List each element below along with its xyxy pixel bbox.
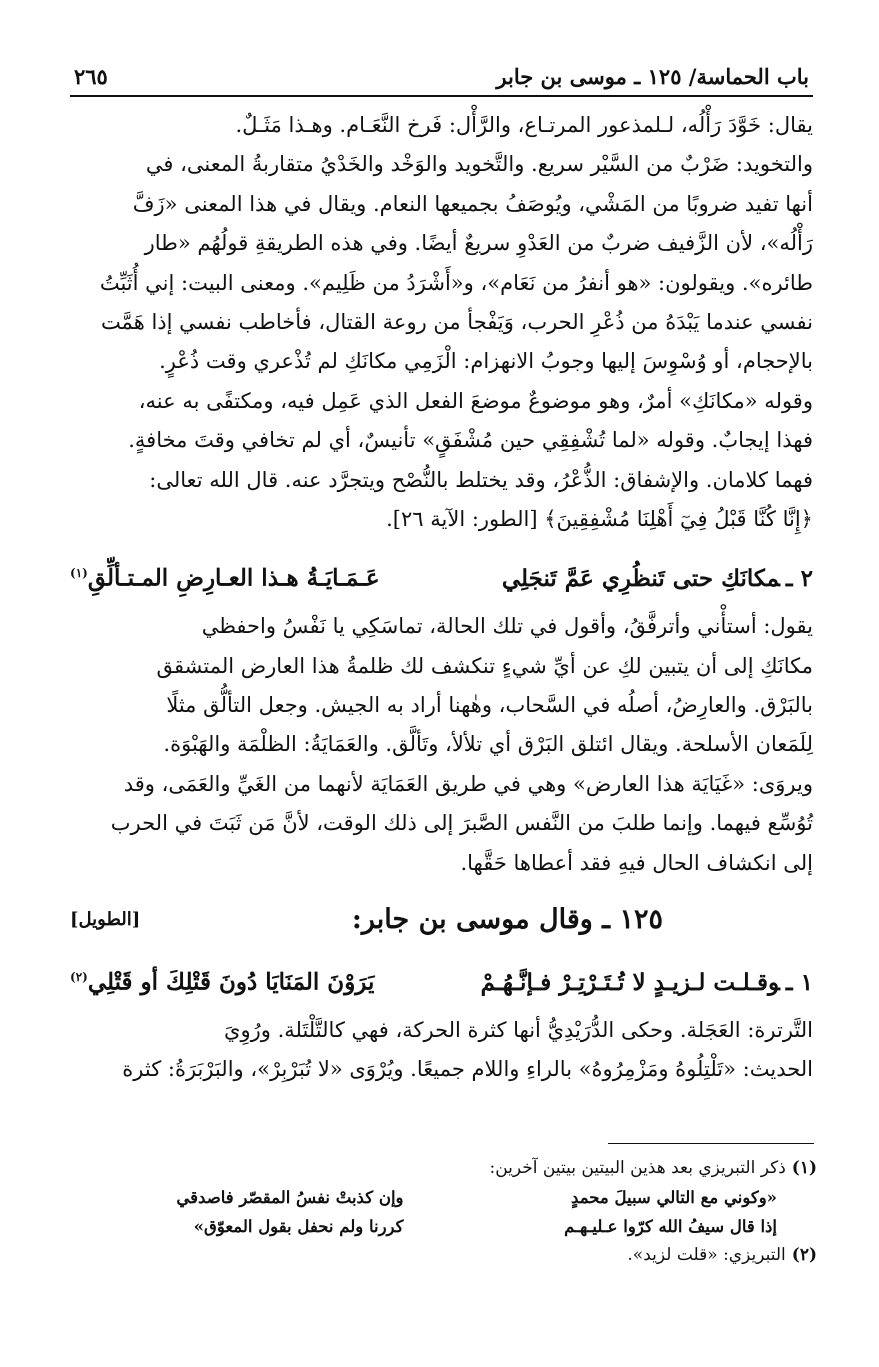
verse-number: ١ ـ [785, 968, 813, 996]
text-line: إلى انكشاف الحال فيهِ فقد أعطاها حَقَّها. [460, 850, 813, 875]
footnote-text: التبريزي: «قلت لزيد». [627, 1245, 786, 1265]
verse-1 [70, 955, 813, 1005]
running-head [74, 58, 809, 94]
text-line: الحديث: «تَلْتِلُوهُ ومَزْمِرُوهُ» بالراءِ واللام جميعًا. ويُرْوَى «لا تُبَرْبِرْ»، والبَرْبَرَةُ: كثرة [122, 1057, 813, 1082]
text-line: والتخويد: ضَرْبٌ من السَّيْر سريع. والتَّخويد والوَخْد والخَدْيُ متقاربةُ المعنى، في [145, 152, 813, 177]
text-line: لِلَمَعان الأسلحة. ويقال ائتلق البَرْق أي تلألأ، وتَألَّق. والعَمَايَةُ: الظلْمَة والهَبْوَة. [163, 732, 813, 757]
text-line: فهما كلامان. والإشفاق: الذُّعْرُ، وقد يختلط بالنُّصْح ويتجرَّد عنه. قال الله تعالى: [149, 467, 813, 492]
text-line: بالإحجام، أو وُسْوِسَ إليها وجوبُ الانهزام: الْزَمِي مكانَكِ لم تُذْعري وقت ذُعْرٍ. [159, 349, 813, 374]
text-line: أنها تفيد ضروبًا من المَشْي، ويُوصَفُ بجميعها النعام. ويقال في هذا المعنى «زَفَّ [132, 191, 813, 216]
section-meter: [الطويل] [70, 908, 141, 930]
text-line: رَأْلُه»، لأن الزَّفيف ضربٌ من العَدْوِ سريعٌ أيضًا. وفي هذه الطريقةِ قولُهُم «طار [144, 231, 813, 256]
text-line: التَّرترة: العَجَلة. وحكى الدُّرَيْدِيُّ أنها كثرة الحركة، فهي كالتَّلْتَلة. ورُوِيَ [224, 1017, 813, 1042]
verse-first-hemistich [502, 557, 813, 601]
text-line: طائره». ويقولون: «هو أنفرُ من نَعَام»، و«أَشْرَدُ من ظَلِيم». ومعنى البيت: إني أُثَبِّتُ [99, 270, 813, 295]
page-body [70, 106, 813, 1089]
footnote-verse-line: «وكوني مع التالي سبيلَ محمدٍ [571, 1188, 777, 1207]
footnote-verses [70, 1183, 817, 1241]
footnote-verse-line: كررنا ولم نحفل بقول المعوّق» [193, 1217, 404, 1236]
verse-text: يَرَوْنَ المَنَايَا دُونَ قَتْلِكَ أو قَتْلِي [87, 968, 375, 996]
header-rule [70, 95, 813, 97]
footnote-text: ذكر التبريزي بعد هذين البيتين بيتين آخرين: [489, 1158, 786, 1178]
footnotes [70, 1154, 817, 1270]
section-heading [70, 897, 813, 943]
verse-text: مكانَكِ حتى تَنظُرِي عَمَّ تَنجَلِي [501, 565, 780, 593]
verse-text: عَـمَـايَـةُ هـذا العـارِضِ المـتـألِّقِ [87, 565, 380, 593]
text-line: نفسي عندما يَبْدَهُ من ذُعْرِ الحرب، وَيَفْجأ من روعة القتال، فأخاطب نفسي إذا هَمَّت [100, 310, 813, 335]
commentary-paragraph-2 [70, 607, 813, 883]
verse-first-hemistich [481, 961, 813, 1005]
section-title: ١٢٥ ـ وقال موسى بن جابر: [351, 903, 663, 935]
text-line: فهذا إيجابٌ. وقوله «لما تُشْفِقِي حين مُشْفَقٍ» تأنيسٌ، أي لم تخافي وقتَ مخافةٍ. [128, 428, 813, 453]
page-number: ٢٦٥ [74, 63, 108, 89]
text-line: تُوُسِّع فيهما. وإنما طلبَ من النَّفس الصَّبرَ إلى ذلك الوقت، لأنَّ مَن ثَبَتَ في الحرب [110, 811, 813, 836]
footnote-verse-line: وإن كذبتْ نفسُ المقصّر فاصدقي [176, 1188, 404, 1207]
text-line: يقول: أستأْني وأترفَّقُ، وأقول في تلك الحالة، تماسَكِي يا نَفْسُ واحفظي [201, 614, 813, 639]
text-line: وقوله «مكانَكِ» أمرٌ، وهو موضوعٌ موضعَ الفعل الذي عَمِل فيه، ومكتفًى به عنه، [138, 388, 813, 413]
text-line: ويروَى: «غَيَايَة هذا العارض» وهي في طريق العَمَايَة لأنهما من الغَيِّ والعَمَى، وقد [123, 771, 813, 796]
text-line: ﴿إِنَّا كُنَّا قَبْلُ فِيٓ أَهْلِنَا مُشْفِقِينَ﴾ [الطور: الآية ٢٦]. [386, 507, 813, 532]
verse-second-hemistich [70, 955, 374, 1005]
running-head-title: باب الحماسة/ ١٢٥ ـ موسى بن جابر [496, 63, 809, 89]
verse-number: ٢ ـ [785, 565, 813, 593]
commentary-paragraph-3 [70, 1011, 813, 1090]
verse-text: وقـلـت لـزيـدٍ لا تُـتَـرْتِـرْ فـإنَّـهُـمْ [480, 968, 780, 996]
verse-second-hemistich [70, 551, 380, 601]
footnote-number: (١) [791, 1158, 817, 1178]
footnote-2 [70, 1241, 817, 1270]
footnote-1 [70, 1154, 817, 1183]
footnote-verse-line: إذا قال سيفُ الله كرّوا عـليـهـم [564, 1217, 777, 1236]
text-line: يقال: خَوَّدَ رَأْلُه، لـلمذعور المرتـاع، والرَّأْل: فَرخ النَّعَـام. وهـذا مَثَـلٌ. [235, 113, 813, 137]
footnote-rule [608, 1143, 814, 1144]
footnote-number: (٢) [791, 1245, 817, 1265]
text-line: بالبَرْق. والعارِضُ، أصلُه في السَّحاب، وهٰهنا أراد به الجيش. وجعل التألُّق مثلًا [166, 692, 813, 717]
commentary-paragraph-1 [70, 106, 813, 539]
text-line: مكانَكِ إلى أن يتبين لكِ عن أيِّ شيءٍ تنكشف لك ظلمةُ هذا العارض المتشقق [156, 653, 813, 678]
verse-2 [70, 551, 813, 601]
footnote-ref: (٢) [70, 969, 88, 984]
footnote-ref: (١) [70, 566, 88, 581]
